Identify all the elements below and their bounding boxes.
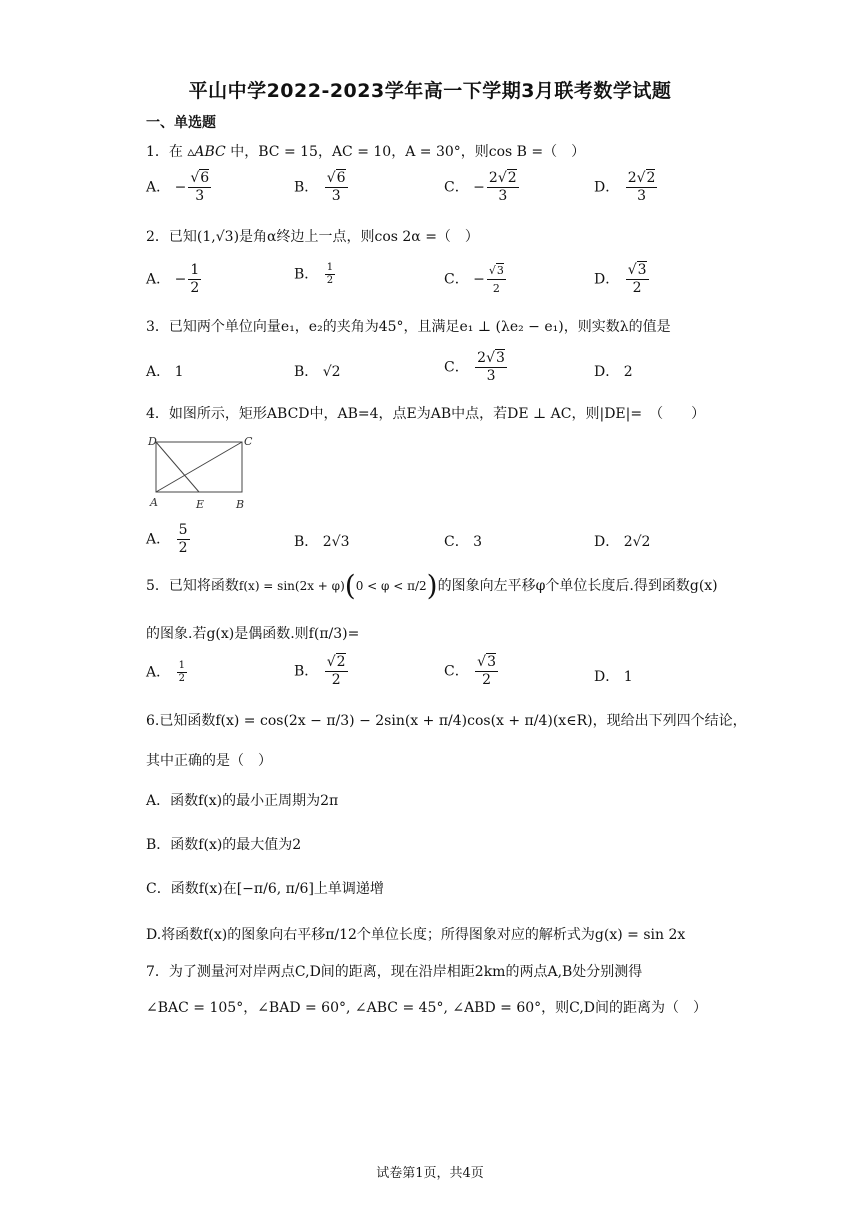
- q4-option-a: A． $\frac{5}{2}$: [146, 522, 188, 556]
- question-5-line2: 的图象.若g(x)是偶函数.则f(π/3)=: [146, 626, 360, 642]
- label-E: E: [196, 498, 205, 511]
- q1-option-a: A． − $\frac{√6}{3}$: [146, 170, 210, 204]
- q5-option-c: C． $\frac{√3}{2}$: [444, 654, 497, 688]
- page-footer: 试卷第1页，共4页: [376, 1166, 484, 1181]
- q6-option-b: B．函数f(x)的最大值为2: [146, 837, 302, 853]
- q1-option-b: B． $\frac{√6}{3}$: [294, 170, 346, 204]
- q3-option-d: D． 2: [594, 364, 633, 380]
- q4-option-c: C． 3: [444, 534, 483, 550]
- page-title: 平山中学2022-2023学年高一下学期3月联考数学试题: [188, 80, 672, 102]
- q6-option-a: A．函数f(x)的最小正周期为2π: [146, 793, 339, 809]
- q5-option-a: A． $\frac{1}{2}$: [146, 660, 185, 684]
- label-B: B: [236, 498, 245, 511]
- q2-option-b: B． $\frac{1}{2}$: [294, 262, 334, 286]
- q3-option-b: B． √2: [294, 364, 341, 380]
- question-1: [146, 141, 585, 161]
- q2-point: (1,√3): [196, 229, 240, 245]
- section-heading: 一、单选题: [146, 115, 216, 131]
- question-6-line1: 6.已知函数f(x) = cos(2x − π/3) − 2sin(x + π/4)cos(x + π/4)(x∈R)，现给出下列四个结论，: [146, 713, 747, 729]
- question-3: 3．已知两个单位向量e₁，e₂的夹角为45°，且满足e₁ ⊥ (λe₂ − e₁)，则实数λ的值是: [146, 319, 671, 335]
- question-4: 4．如图所示，矩形ABCD中，AB=4，点E为AB中点，若DE ⊥ AC，则|DE|= （ ）: [146, 406, 706, 422]
- q3-option-c: C． $\frac{2√3}{3}$: [444, 350, 505, 384]
- q3-option-a: A． 1: [146, 364, 184, 380]
- q4-option-b: B． 2√3: [294, 534, 350, 550]
- q6-option-d: D.将函数f(x)的图象向右平移π/12个单位长度；所得图象对应的解析式为g(x) = sin 2x: [146, 927, 686, 943]
- question-6-line2: 其中正确的是（ ）: [146, 753, 272, 769]
- q6-option-c: C．函数f(x)在[−π/6, π/6]上单调递增: [146, 881, 384, 897]
- q1-number: 1．在: [146, 144, 183, 160]
- q1-option-c: C． − $\frac{2√2}{3}$: [444, 170, 517, 204]
- question-7-line2: ∠BAC = 105°，∠BAD = 60°, ∠ABC = 45°, ∠ABD = 60°，则C,D间的距离为（ ）: [146, 1000, 708, 1016]
- label-A: A: [150, 496, 158, 509]
- question-2: 2．已知(1,√3)是角α终边上一点，则cos 2α =（ ）: [146, 229, 479, 245]
- rectangle-figure: [146, 434, 256, 518]
- question-5-line1: 5．已知将函数f(x) = sin(2x + φ)(0 < φ < π/2)的图象向左平移φ个单位长度后.得到函数g(x): [146, 569, 718, 602]
- q5-option-b: B． $\frac{√2}{2}$: [294, 654, 346, 688]
- q4-option-d: D． 2√2: [594, 534, 651, 550]
- label-D: D: [148, 435, 157, 448]
- q1-triangle: ▵ABC: [187, 144, 226, 160]
- q2-option-c: C． − $\frac{√3}{2}$: [444, 264, 504, 295]
- q2-option-d: D． $\frac{√3}{2}$: [594, 262, 647, 296]
- q5-option-d: D． 1: [594, 669, 633, 685]
- q1-text: 中，BC = 15，AC = 10，A = 30°，则cos B =（ ）: [230, 144, 586, 160]
- q2-option-a: A． − $\frac{1}{2}$: [146, 262, 200, 296]
- label-C: C: [244, 435, 253, 448]
- question-7-line1: 7．为了测量河对岸两点C,D间的距离，现在沿岸相距2km的两点A,B处分别测得: [146, 964, 643, 980]
- q1-option-d: D． $\frac{2√2}{3}$: [594, 170, 656, 204]
